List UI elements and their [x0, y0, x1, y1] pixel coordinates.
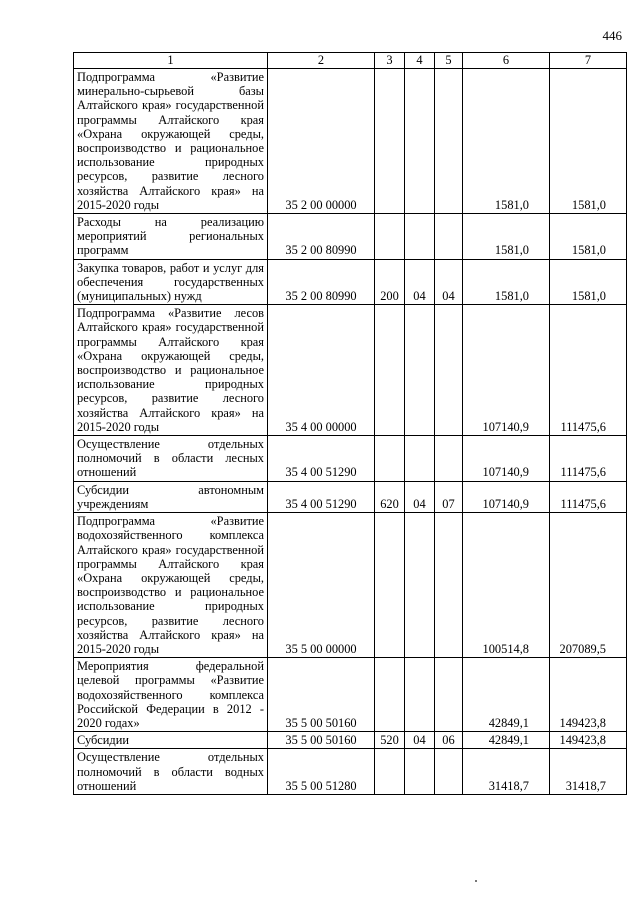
row-vr	[375, 69, 405, 214]
row-sum-2: 149423,8	[550, 658, 627, 732]
table-row	[74, 749, 627, 795]
row-code: 35 4 00 51290	[268, 436, 375, 482]
row-vr	[375, 436, 405, 482]
row-rz	[405, 658, 435, 732]
row-sum-1: 31418,7	[463, 749, 550, 795]
row-sum-2: 111475,6	[550, 436, 627, 482]
header-cell-5: 5	[435, 53, 463, 69]
row-vr: 200	[375, 259, 405, 305]
row-vr	[375, 513, 405, 658]
row-sum-1: 1581,0	[463, 259, 550, 305]
table-row	[74, 436, 627, 482]
table-row	[74, 305, 627, 436]
scan-speck	[475, 880, 477, 882]
row-name: Подпрограмма «Развитие лесов Алтайского края» государственной программы Алтайского края «Охрана окружающей среды, воспроизводство и рациональное использование природных ресурсов, развитие лесного хозяйства Алтайского края» на 2015-2020 годы	[74, 305, 268, 436]
row-vr: 620	[375, 481, 405, 512]
row-rz	[405, 69, 435, 214]
header-cell-3: 3	[375, 53, 405, 69]
row-sum-1: 107140,9	[463, 481, 550, 512]
row-pr: 04	[435, 259, 463, 305]
row-name: Осуществление отдельных полномочий в области лесных отношений	[74, 436, 268, 482]
row-sum-1: 42849,1	[463, 732, 550, 749]
row-rz: 04	[405, 481, 435, 512]
row-sum-2: 149423,8	[550, 732, 627, 749]
header-row	[74, 53, 627, 69]
row-rz: 04	[405, 732, 435, 749]
row-code: 35 2 00 00000	[268, 69, 375, 214]
row-name: Субсидии	[74, 732, 268, 749]
row-pr: 06	[435, 732, 463, 749]
row-name: Осуществление отдельных полномочий в области водных отношений	[74, 749, 268, 795]
table-row	[74, 732, 627, 749]
row-pr	[435, 214, 463, 260]
row-sum-1: 42849,1	[463, 658, 550, 732]
row-code: 35 2 00 80990	[268, 214, 375, 260]
row-pr	[435, 69, 463, 214]
row-sum-1: 107140,9	[463, 305, 550, 436]
row-rz	[405, 214, 435, 260]
row-name: Субсидии автономным учреждениям	[74, 481, 268, 512]
row-pr	[435, 305, 463, 436]
row-rz	[405, 749, 435, 795]
row-name: Подпрограмма «Развитие водохозяйственного комплекса Алтайского края» государственной программы Алтайского края «Охрана окружающей среды, воспроизводство и рациональное использование природных ресурсов, развитие лесного хозяйства Алтайского края» на 2015-2020 годы	[74, 513, 268, 658]
page-number: 446	[602, 28, 622, 43]
budget-table	[73, 52, 627, 795]
row-pr: 07	[435, 481, 463, 512]
header-cell-2: 2	[268, 53, 375, 69]
row-sum-2: 1581,0	[550, 259, 627, 305]
row-code: 35 4 00 51290	[268, 481, 375, 512]
row-sum-1: 107140,9	[463, 436, 550, 482]
row-code: 35 5 00 50160	[268, 732, 375, 749]
row-name: Расходы на реализацию мероприятий региональных программ	[74, 214, 268, 260]
row-code: 35 5 00 50160	[268, 658, 375, 732]
table-row	[74, 658, 627, 732]
row-sum-1: 1581,0	[463, 69, 550, 214]
row-rz	[405, 513, 435, 658]
row-name: Закупка товаров, работ и услуг для обеспечения государственных (муниципальных) нужд	[74, 259, 268, 305]
row-sum-2: 31418,7	[550, 749, 627, 795]
table-row	[74, 69, 627, 214]
row-sum-2: 207089,5	[550, 513, 627, 658]
row-code: 35 4 00 00000	[268, 305, 375, 436]
header-cell-1: 1	[74, 53, 268, 69]
row-code: 35 5 00 00000	[268, 513, 375, 658]
row-sum-1: 100514,8	[463, 513, 550, 658]
row-pr	[435, 513, 463, 658]
row-vr	[375, 214, 405, 260]
row-rz	[405, 305, 435, 436]
row-code: 35 2 00 80990	[268, 259, 375, 305]
row-pr	[435, 658, 463, 732]
table-row	[74, 513, 627, 658]
row-name: Подпрограмма «Развитие минерально-сырьевой базы Алтайского края» государственной программы Алтайского края «Охрана окружающей среды, воспроизводство и рациональное использование природных ресурсов, развитие лесного хозяйства Алтайского края» на 2015-2020 годы	[74, 69, 268, 214]
row-name: Мероприятия федеральной целевой программы «Развитие водохозяйственного комплекса Российской Федерации в 2012 - 2020 годах»	[74, 658, 268, 732]
row-rz	[405, 436, 435, 482]
table-row	[74, 259, 627, 305]
row-code: 35 5 00 51280	[268, 749, 375, 795]
row-sum-1: 1581,0	[463, 214, 550, 260]
row-vr	[375, 749, 405, 795]
header-cell-4: 4	[405, 53, 435, 69]
row-vr: 520	[375, 732, 405, 749]
row-pr	[435, 749, 463, 795]
table-row	[74, 214, 627, 260]
row-vr	[375, 305, 405, 436]
row-vr	[375, 658, 405, 732]
row-sum-2: 111475,6	[550, 305, 627, 436]
row-pr	[435, 436, 463, 482]
row-rz: 04	[405, 259, 435, 305]
header-cell-6: 6	[463, 53, 550, 69]
row-sum-2: 111475,6	[550, 481, 627, 512]
row-sum-2: 1581,0	[550, 69, 627, 214]
table-row	[74, 481, 627, 512]
header-cell-7: 7	[550, 53, 627, 69]
row-sum-2: 1581,0	[550, 214, 627, 260]
